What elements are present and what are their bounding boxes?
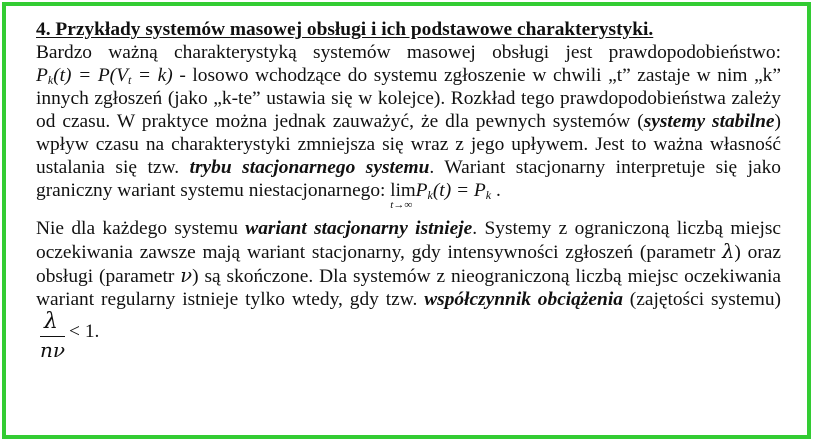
p1-text-2: - losowo wchodzące do systemu zgłoszenie w chwili „t” zastaje w nim „k” innych zgłoszeń (jako „k-te” ustawia się w kolejce). Rozkład tego prawdopodobieństwa zależy od czasu. W praktyce można jednak zauważyć, że dla pewnych systemów ( (36, 65, 781, 132)
p2-text-1: Nie dla każdego systemu (36, 218, 246, 239)
document-frame (2, 2, 811, 439)
lambda-symbol: λ (722, 240, 735, 263)
fraction-denominator: nν (40, 338, 66, 362)
emphasis-stationary-exists: wariant stacjonarny istnieje (245, 218, 473, 239)
p1-text-3: ) wpływ czasu na charakterystyki zmniejsza się wraz z jego upływem. Jest to ważna własność ustalania się tzw. (36, 111, 781, 178)
formula-pk: $P_k(t) = P(V_t = k)$ (36, 65, 173, 87)
limit-operator: lim t→∞ (390, 180, 416, 211)
emphasis-stable-systems: systemy stabilne (643, 111, 775, 132)
p2-text-4: ) są skończone. Dla systemów z nieograniczoną liczbą miejsc oczekiwania wariant regularny istnieje tylko wtedy, gdy tzw. (36, 266, 782, 310)
p2-text-5: (zajętości systemu) (622, 289, 782, 310)
p1-text-4: . Wariant stacjonarny interpretuje się jako graniczny wariant systemu niestacjonarnego: (36, 157, 782, 201)
formula-limit: lim t→∞ $P_k(t) = P_k$ (390, 180, 492, 211)
load-factor-fraction (40, 311, 65, 360)
emphasis-stationary-mode: trybu stacjonarnego systemu (189, 157, 430, 178)
emphasis-load-factor: współczynnik obciążenia (424, 289, 623, 310)
p1-text-5: . (491, 180, 501, 201)
fraction-relation: < 1. (69, 321, 100, 342)
document-content (36, 18, 781, 360)
p2-text-2: . Systemy z ograniczoną liczbą miejsc oczekiwania zawsze mają wariant stacjonarny, gdy intensywności zgłoszeń (parametr (36, 218, 781, 263)
p1-text-1: Bardzo ważną charakterystyką systemów masowej obsługi jest prawdopodobieństwo: (36, 42, 781, 63)
section-title: 4. Przykłady systemów masowej obsługi i ich podstawowe charakterystyki. (36, 19, 654, 40)
fraction-numerator: λ (40, 311, 65, 337)
paragraph-2 (36, 217, 781, 360)
nu-symbol: ν (180, 264, 193, 287)
paragraph-1 (36, 41, 781, 211)
p2-text-3: ) oraz obsługi (parametr (36, 242, 781, 287)
